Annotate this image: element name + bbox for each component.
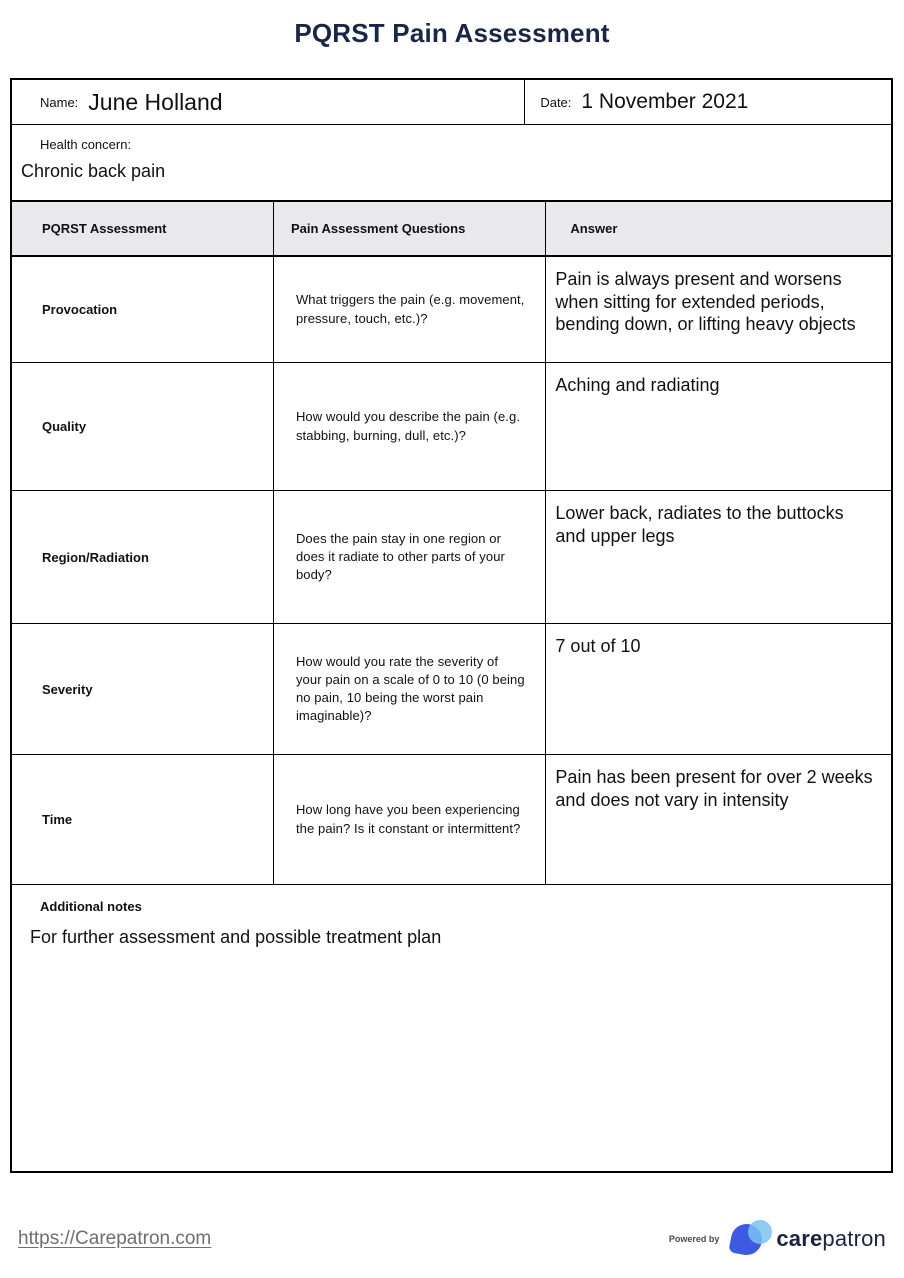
question-text: Does the pain stay in one region or does it radiate to other parts of your body?	[274, 491, 546, 623]
assessment-label: Quality	[12, 363, 274, 490]
additional-notes-label: Additional notes	[40, 899, 142, 914]
header-answer: Answer	[570, 221, 618, 236]
brand-wordmark-bold: care	[776, 1226, 823, 1251]
health-concern-value: Chronic back pain	[21, 161, 166, 181]
answer-text: Lower back, radiates to the buttocks and upper legs	[555, 503, 844, 546]
answer-text: Aching and radiating	[555, 375, 720, 395]
question-text: How would you rate the severity of your pain on a scale of 0 to 10 (0 being no pain, 10 being the worst pain imaginable)?	[274, 624, 546, 754]
answer-text: 7 out of 10	[555, 636, 641, 656]
question-text: How long have you been experiencing the pain? Is it constant or intermittent?	[274, 755, 546, 884]
date-cell	[525, 80, 891, 124]
header-pqrst-assessment: PQRST Assessment	[12, 202, 274, 255]
additional-notes-text: For further assessment and possible treatment plan	[30, 927, 442, 947]
brand-block	[669, 1220, 886, 1258]
date-value: 1 November 2021	[581, 90, 749, 113]
health-concern-label: Health concern:	[40, 137, 132, 152]
question-text: How would you describe the pain (e.g. stabbing, burning, dull, etc.)?	[274, 363, 546, 490]
brand-wordmark	[776, 1226, 886, 1252]
answer-text: Pain is always present and worsens when sitting for extended periods, bending down, or lifting heavy objects	[555, 269, 856, 334]
answer-text: Pain has been present for over 2 weeks and does not vary in intensity	[555, 767, 873, 810]
powered-by-label: Powered by	[668, 1234, 720, 1244]
assessment-label: Provocation	[12, 257, 274, 362]
footer	[0, 1214, 904, 1264]
assessment-label: Time	[12, 755, 274, 884]
question-text: What triggers the pain (e.g. movement, pressure, touch, etc.)?	[274, 257, 546, 362]
table-header-row	[12, 202, 891, 257]
table-row-provocation	[12, 257, 891, 363]
brand-wordmark-regular: patron	[822, 1226, 886, 1251]
health-concern-row	[12, 125, 891, 202]
name-cell	[12, 80, 525, 124]
header-pain-questions: Pain Assessment Questions	[274, 202, 546, 255]
table-row-severity	[12, 624, 891, 755]
name-label: Name:	[40, 94, 79, 110]
table-row-quality	[12, 363, 891, 491]
patient-name-value: June Holland	[88, 88, 223, 115]
page-title: PQRST Pain Assessment	[294, 18, 610, 48]
additional-notes-section	[12, 885, 891, 1171]
date-label: Date:	[540, 94, 572, 110]
table-row-time	[12, 755, 891, 885]
carepatron-link[interactable]: https://Carepatron.com	[18, 1228, 212, 1249]
table-row-region-radiation	[12, 491, 891, 624]
name-date-row	[12, 80, 891, 125]
carepatron-logo-icon	[731, 1220, 772, 1258]
assessment-label: Region/Radiation	[12, 491, 274, 623]
assessment-label: Severity	[12, 624, 274, 754]
pain-assessment-form	[10, 78, 893, 1173]
logo-light-bubble-icon	[748, 1220, 772, 1244]
